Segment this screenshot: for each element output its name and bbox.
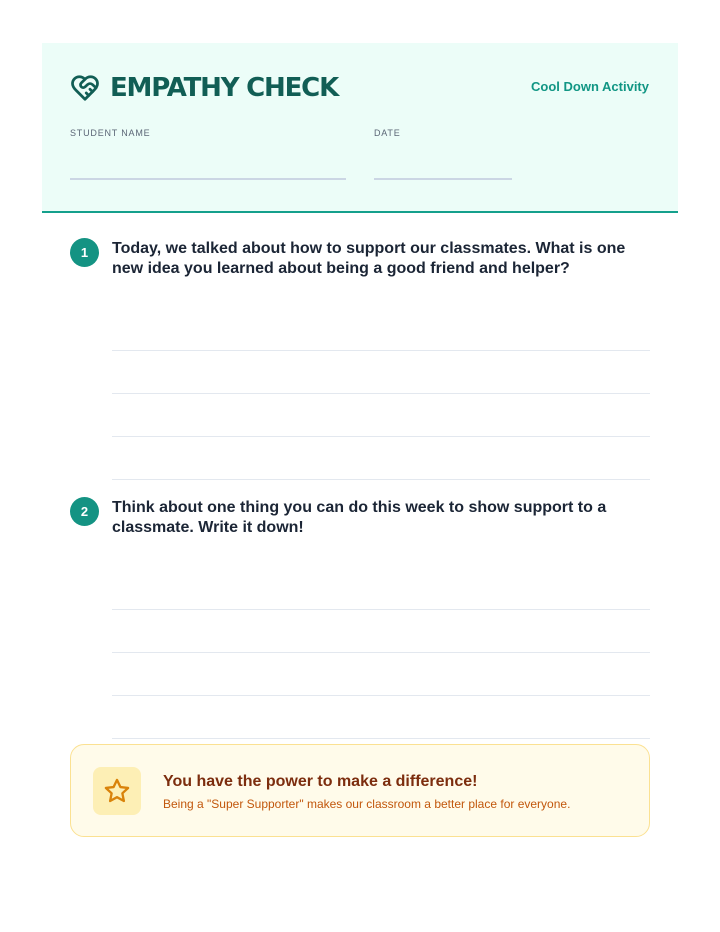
question-header [70, 498, 650, 538]
answer-line[interactable] [112, 394, 650, 437]
question-header [70, 239, 650, 279]
answer-line[interactable] [112, 696, 650, 739]
answer-line[interactable] [112, 351, 650, 394]
answer-line[interactable] [112, 308, 650, 351]
question-text: Today, we talked about how to support our classmates. What is one new idea you learned about being a good friend and helper? [112, 240, 626, 277]
question-text: Think about one thing you can do this week to show support to a classmate. Write it down! [112, 499, 607, 536]
student-name-field[interactable] [70, 128, 346, 180]
question-2 [70, 498, 650, 739]
date-label: DATE [374, 128, 401, 138]
activity-label: Cool Down Activity [531, 79, 649, 94]
date-line[interactable] [374, 178, 512, 180]
answer-line[interactable] [112, 653, 650, 696]
question-number-badge: 1 [70, 238, 99, 267]
callout-icon-box [93, 767, 141, 815]
star-icon [103, 777, 131, 805]
brand [70, 73, 338, 103]
page-title: EMPATHY CHECK [110, 73, 339, 103]
student-name-label: STUDENT NAME [70, 128, 151, 138]
answer-area-2[interactable] [112, 567, 650, 739]
worksheet-header [42, 43, 678, 213]
answer-line[interactable] [112, 610, 650, 653]
answer-line[interactable] [112, 567, 650, 610]
answer-line[interactable] [112, 437, 650, 480]
worksheet [42, 43, 678, 811]
question-number-badge: 2 [70, 497, 99, 526]
encouragement-callout [70, 744, 650, 837]
callout-subtitle: Being a "Super Supporter" makes our classroom a better place for everyone. [163, 797, 571, 811]
heart-handshake-icon [70, 73, 100, 103]
callout-title: You have the power to make a difference! [163, 773, 478, 790]
date-field[interactable] [374, 128, 512, 180]
question-1 [70, 239, 650, 480]
answer-area-1[interactable] [112, 308, 650, 480]
student-name-line[interactable] [70, 178, 346, 180]
